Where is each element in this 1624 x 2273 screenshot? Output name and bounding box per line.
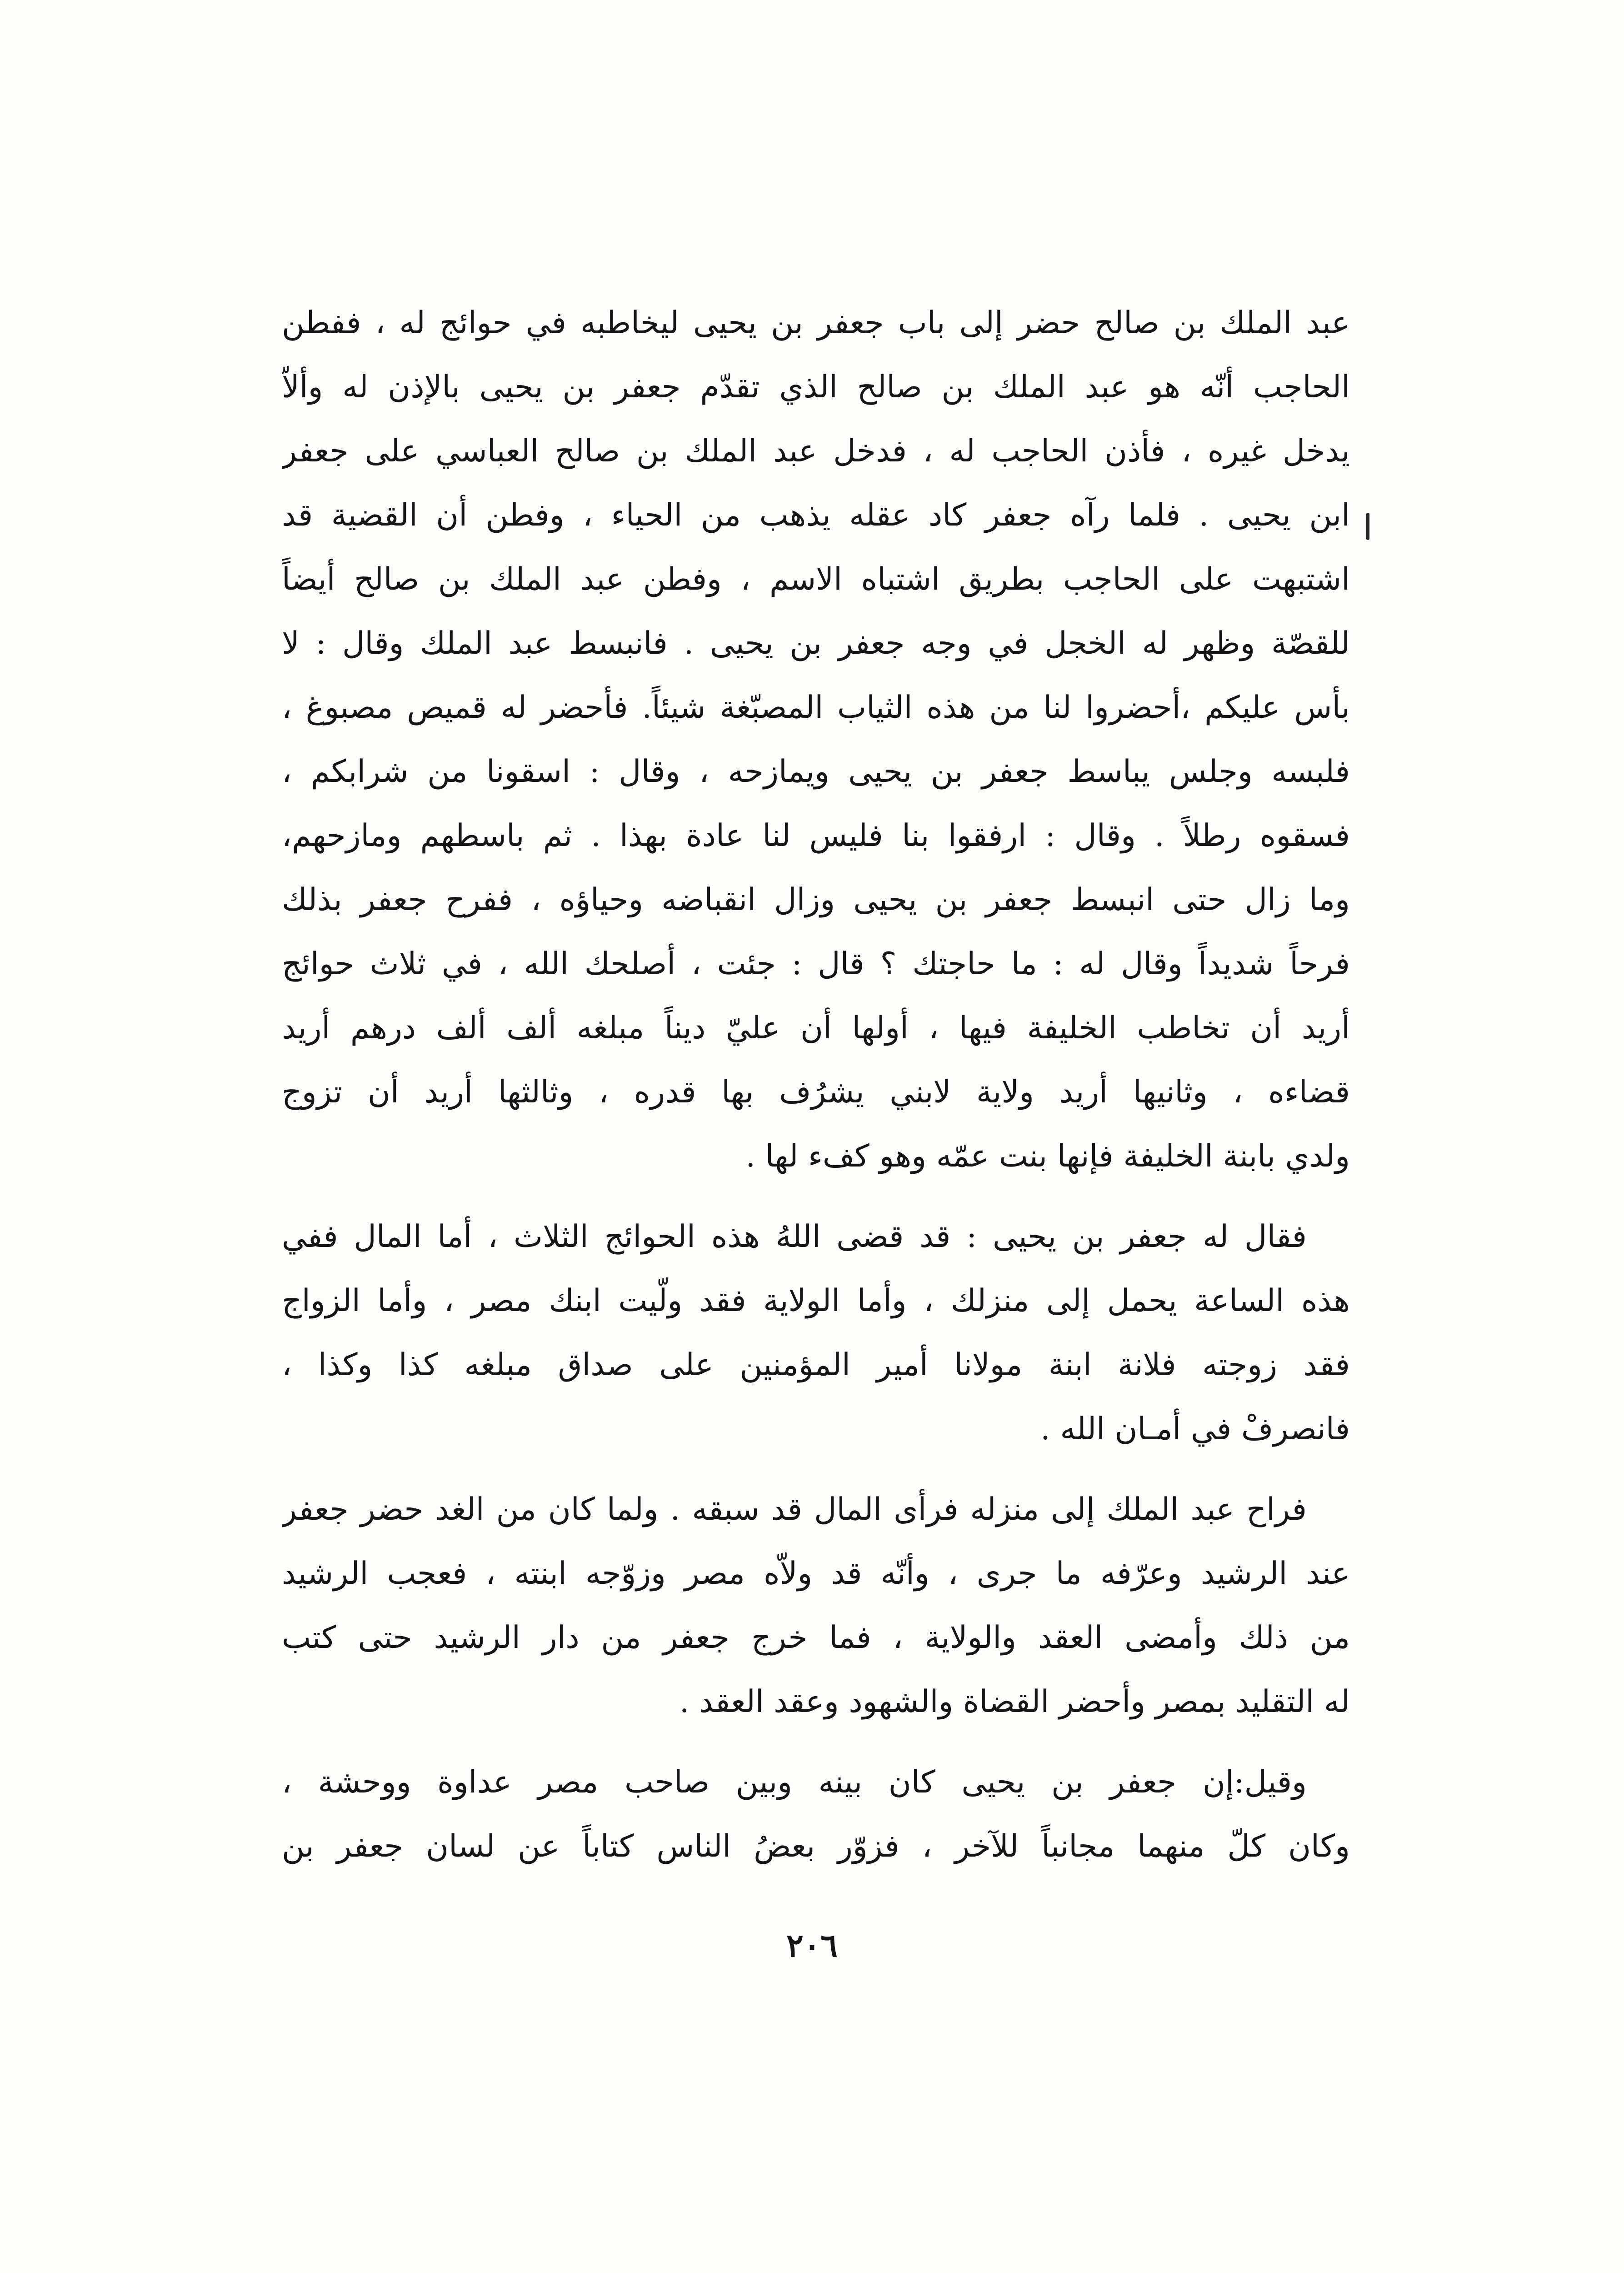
text-line: قضاءه ، وثانيها أريد ولاية لابني يشرُف بها قدره ، وثالثها أريد أن تزوج	[282, 1074, 1350, 1110]
text-line: فقد زوجته فلانة ابنة مولانا أمير المؤمنين على صداق مبلغه كذا وكذا ،	[282, 1347, 1350, 1383]
text-line: له التقليد بمصر وأحضر القضاة والشهود وعقد العقد .	[679, 1684, 1350, 1720]
text-line: وقيل:إن جعفر بن يحيى كان بينه وبين صاحب مصر عداوة ووحشة ،	[282, 1764, 1307, 1800]
text-line: وما زال حتى انبسط جعفر بن يحيى وزال انقباضه وحياؤه ، ففرح جعفر بذلك	[282, 882, 1350, 918]
text-line: من ذلك وأمضى العقد والولاية ، فما خرج جعفر من دار الرشيد حتى كتب	[282, 1620, 1350, 1656]
text-line: اشتبهت على الحاجب بطريق اشتباه الاسم ، وفطن عبد الملك بن صالح أيضاً	[282, 561, 1350, 597]
text-line: يدخل غيره ، فأذن الحاجب له ، فدخل عبد الملك بن صالح العباسي على جعفر	[282, 433, 1350, 469]
text-line: وكان كلّ منهما مجانباً للآخر ، فزوّر بعضُ الناس كتاباً عن لسان جعفر بن	[282, 1828, 1350, 1864]
paragraph-3	[282, 1477, 1350, 1734]
paragraph-gap	[282, 1188, 1350, 1205]
page-number: ٢٠٦	[786, 1927, 838, 1964]
text-line: هذه الساعة يحمل إلى منزلك ، وأما الولاية فقد ولّيت ابنك مصر ، وأما الزواج	[282, 1283, 1350, 1319]
text-line: أريد أن تخاطب الخليفة فيها ، أولها أن عليّ ديناً مبلغه ألف ألف درهم أريد	[282, 1010, 1350, 1046]
paragraph-gap	[282, 1734, 1350, 1750]
text-line: فراح عبد الملك إلى منزله فرأى المال قد سبقه . ولما كان من الغد حضر جعفر	[282, 1492, 1307, 1527]
text-line: فسقوه رطلاً . وقال : ارفقوا بنا فليس لنا عادة بهذا . ثم باسطهم ومازحهم،	[282, 818, 1350, 854]
text-line: فانصرفْ في أمـان الله .	[1040, 1411, 1350, 1447]
text-line: عبد الملك بن صالح حضر إلى باب جعفر بن يحيى ليخاطبه في حوائج له ، ففطن	[282, 305, 1350, 341]
text-line: بأس عليكم ،أحضروا لنا من هذه الثياب المصبّغة شيئاً. فأحضر له قميص مصبوغ ،	[282, 690, 1350, 726]
text-line: فلبسه وجلس يباسط جعفر بن يحيى ويمازحه ، وقال : اسقونا من شرابكم ،	[282, 754, 1350, 790]
paragraph-2	[282, 1205, 1350, 1461]
text-line: ابن يحيى . فلما رآه جعفر كاد عقله يذهب من الحياء ، وفطن أن القضية قد	[282, 497, 1350, 533]
text-line: للقصّة وظهر له الخجل في وجه جعفر بن يحيى . فانبسط عبد الملك وقال : لا	[282, 626, 1350, 661]
text-line: عند الرشيد وعرّفه ما جرى ، وأنّه قد ولاّه مصر وزوّجه ابنته ، فعجب الرشيد	[282, 1556, 1350, 1592]
text-line: فرحاً شديداً وقال له : ما حاجتك ؟ قال : جئت ، أصلحك الله ، في ثلاث حوائج	[282, 946, 1350, 982]
body-text	[282, 291, 1350, 1878]
margin-mark	[1366, 513, 1369, 540]
text-line: ولدي بابنة الخليفة فإنها بنت عمّه وهو كفء لها .	[745, 1138, 1350, 1174]
text-line: فقال له جعفر بن يحيى : قد قضى اللهُ هذه الحوائج الثلاث ، أما المال ففي	[282, 1219, 1307, 1255]
paragraph-1	[282, 291, 1350, 1188]
paragraph-4	[282, 1750, 1350, 1878]
paragraph-gap	[282, 1461, 1350, 1477]
text-line: الحاجب أنّه هو عبد الملك بن صالح الذي تقدّم جعفر بن يحيى بالإذن له وألاّ	[282, 369, 1350, 405]
